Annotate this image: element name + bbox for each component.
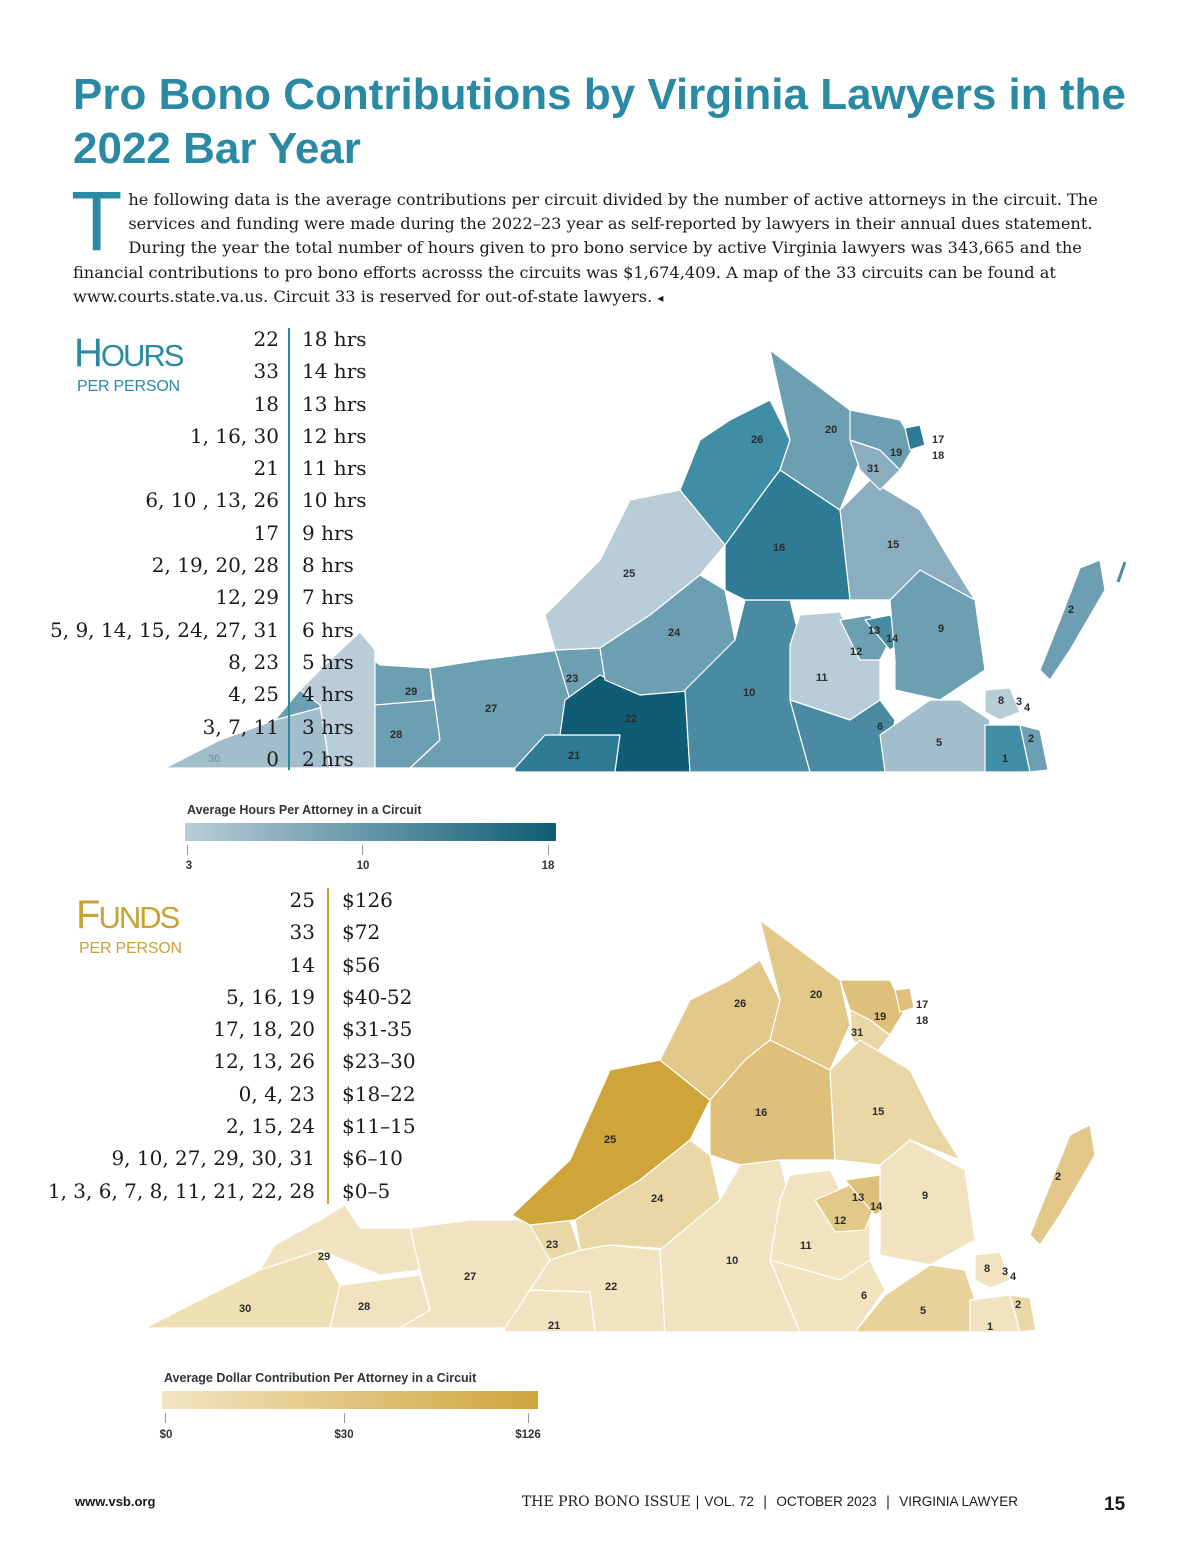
page-number: 15 xyxy=(1104,1494,1126,1515)
hours-heading-subtitle: PER PERSON xyxy=(77,378,180,395)
funds-legend-row: 9, 10, 27, 29, 30, 31 $6–10 xyxy=(111,1146,403,1171)
hours-scale-label: 18 xyxy=(541,860,555,872)
intro-text: he following data is the average contributions per circuit divided by the number of active attorneys in the circuit. The services and funding were made during the 2022–23 year as self-reported by lawyers in their annual dues statement. During the year the total number of hours given to pro bono service by active Virginia lawyers was 343,665 and the financial contributions to pro bono efforts acrosss the circuits was $1,674,409. A map of the 33 circuits can be found at www.courts.state.va.us. Circuit 33 is reserved for out-of-state lawyers. xyxy=(73,190,1098,306)
hours-circuit-label: 13 xyxy=(868,625,881,637)
funds-circuit-label: 2 xyxy=(1055,1171,1062,1183)
funds-scale-tick xyxy=(528,1413,529,1423)
hours-shore-island xyxy=(1118,562,1125,582)
hours-circuit-label: 10 xyxy=(743,687,756,699)
hours-heading-title: HOURS xyxy=(74,331,183,375)
funds-circuit-label: 27 xyxy=(464,1271,477,1283)
funds-scale-title: Average Dollar Contribution Per Attorney in a Circuit xyxy=(164,1371,477,1385)
funds-circuit-label: 22 xyxy=(605,1281,618,1293)
hours-circuit-label: 4 xyxy=(1024,702,1031,714)
hours-circuit-label: 19 xyxy=(890,447,903,459)
hours-legend-row: 17 9 hrs xyxy=(253,520,354,545)
footer-issue-line: THE PRO BONO ISSUE | VOL. 72 | OCTOBER 2023 | VIRGINIA LAWYER xyxy=(521,1494,1018,1510)
hours-scale-label: 3 xyxy=(185,860,193,872)
hours-legend-row: 18 13 hrs xyxy=(253,391,367,416)
funds-scale-bar xyxy=(162,1391,538,1409)
page-title xyxy=(73,68,1133,176)
funds-legend-row: 33 $72 xyxy=(289,920,381,945)
hours-legend-row: 4, 25 4 hrs xyxy=(228,682,354,707)
hours-legend-row: 33 14 hrs xyxy=(253,359,367,384)
funds-circuit-label: 9 xyxy=(922,1190,929,1202)
funds-heading-title: FUNDS xyxy=(76,893,179,937)
funds-heading-subtitle: PER PERSON xyxy=(79,940,182,957)
funds-circuit-label: 31 xyxy=(851,1027,864,1039)
hours-circuit-label: 15 xyxy=(887,539,900,551)
hours-circuit-label: 9 xyxy=(938,623,945,635)
hours-circuit-label: 31 xyxy=(867,463,880,475)
hours-circuit-label: 24 xyxy=(668,627,681,639)
funds-scale-tick xyxy=(165,1413,166,1423)
funds-circuit-label: 6 xyxy=(861,1290,868,1302)
funds-circuit-label: 16 xyxy=(755,1107,768,1119)
funds-circuit-label: 5 xyxy=(920,1305,927,1317)
funds-circuit-label: 26 xyxy=(734,998,747,1010)
hours-scale-tick xyxy=(362,845,363,855)
hours-circuit-label: 3 xyxy=(1016,696,1023,708)
hours-legend-row: 3, 7, 11 3 hrs xyxy=(202,714,354,739)
page-title-bold: Pro Bono Contributions xyxy=(73,70,572,119)
funds-circuit-label: 2 xyxy=(1015,1299,1022,1311)
funds-scale-tick xyxy=(344,1413,345,1423)
funds-circuit-label: 28 xyxy=(358,1301,371,1313)
hours-circuit-label: 8 xyxy=(998,695,1005,707)
funds-circuit-label: 29 xyxy=(318,1251,331,1263)
funds-legend-row: 0, 4, 23 $18–22 xyxy=(238,1081,416,1106)
funds-legend xyxy=(47,888,430,1211)
hours-circuit-label: 30 xyxy=(208,753,221,765)
funds-circuit-label: 23 xyxy=(546,1239,559,1251)
funds-circuit-label: 13 xyxy=(852,1192,865,1204)
hours-circuit-label: 18 xyxy=(932,450,945,462)
hours-circuit-label: 29 xyxy=(405,686,418,698)
funds-circuit-label: 20 xyxy=(810,989,823,1001)
hours-circuit-label: 2 xyxy=(1068,604,1075,616)
hours-circuit-label: 14 xyxy=(886,633,899,645)
hours-legend xyxy=(50,327,370,779)
funds-circuit-label: 15 xyxy=(872,1106,885,1118)
hours-circuit-label: 2 xyxy=(1028,733,1035,745)
hours-legend-row: 21 11 hrs xyxy=(253,456,367,481)
end-mark-icon: ◂ xyxy=(657,290,664,305)
hours-region-5 xyxy=(880,700,990,772)
hours-circuit-label: 27 xyxy=(485,703,498,715)
funds-legend-divider xyxy=(327,888,329,1204)
funds-circuit-label: 25 xyxy=(604,1134,617,1146)
hours-legend-row: 6, 10 , 13, 26 10 hrs xyxy=(145,488,367,513)
funds-circuit-label: 18 xyxy=(916,1015,929,1027)
funds-circuit-label: 3 xyxy=(1002,1266,1009,1278)
footer-vol: VOL. 72 xyxy=(704,1494,754,1509)
drop-cap: T xyxy=(71,174,123,268)
hours-circuit-label: 20 xyxy=(825,424,838,436)
hours-circuit-label: 21 xyxy=(568,750,581,762)
hours-legend-row: 8, 23 5 hrs xyxy=(228,649,354,674)
funds-legend-row: 1, 3, 6, 7, 8, 11, 21, 22, 28 $0–5 xyxy=(47,1178,391,1203)
funds-scale-label: $126 xyxy=(515,1429,541,1441)
hours-circuit-label: 1 xyxy=(1002,753,1009,765)
hours-circuit-label: 23 xyxy=(566,673,579,685)
footer-magazine: VIRGINIA LAWYER xyxy=(899,1494,1018,1509)
hours-legend-divider xyxy=(288,328,290,770)
funds-circuit-label: 24 xyxy=(651,1193,664,1205)
funds-circuit-label: 19 xyxy=(874,1011,887,1023)
funds-circuit-label: 17 xyxy=(916,999,929,1011)
hours-circuit-label: 12 xyxy=(850,646,863,658)
funds-scale-label: $30 xyxy=(334,1429,354,1441)
funds-circuit-label: 8 xyxy=(984,1263,991,1275)
funds-circuit-label: 4 xyxy=(1010,1271,1017,1283)
hours-circuit-label: 11 xyxy=(816,672,828,684)
footer-issue: THE PRO BONO ISSUE xyxy=(521,1494,691,1510)
funds-circuit-label: 10 xyxy=(726,1255,739,1267)
hours-scale-tick xyxy=(548,845,549,855)
funds-circuit-label: 1 xyxy=(987,1321,994,1333)
funds-region-15 xyxy=(830,1040,960,1165)
funds-circuit-label: 11 xyxy=(800,1240,812,1252)
funds-circuit-label: 21 xyxy=(548,1320,561,1332)
hours-region-2-shore xyxy=(1040,560,1105,680)
hours-legend-row: 2, 19, 20, 28 8 hrs xyxy=(151,553,354,578)
funds-legend-row: 2, 15, 24 $11–15 xyxy=(225,1114,416,1139)
funds-legend-row: 17, 18, 20 $31-35 xyxy=(213,1017,413,1042)
funds-circuit-label: 12 xyxy=(834,1215,847,1227)
funds-circuit-label: 14 xyxy=(870,1201,883,1213)
intro-paragraph xyxy=(71,174,1133,310)
funds-legend-row: 12, 13, 26 $23–30 xyxy=(213,1049,416,1074)
hours-scale-title: Average Hours Per Attorney in a Circuit xyxy=(187,803,422,817)
funds-region-30 xyxy=(145,1245,340,1328)
funds-region-9 xyxy=(880,1140,975,1265)
funds-circuit-label: 30 xyxy=(239,1303,252,1315)
hours-circuit-label: 17 xyxy=(932,434,945,446)
funds-legend-row: 14 $56 xyxy=(289,952,381,977)
funds-legend-row: 25 $126 xyxy=(289,888,393,912)
hours-legend-row: 12, 29 7 hrs xyxy=(215,585,354,610)
hours-legend-row: 5, 9, 14, 15, 24, 27, 31 6 hrs xyxy=(50,617,354,642)
funds-scale-label: $0 xyxy=(159,1429,173,1441)
page-title-rest: by Virginia Lawyers in the 2022 Bar Year xyxy=(73,70,1126,173)
hours-circuit-label: 16 xyxy=(773,542,786,554)
hours-circuit-label: 22 xyxy=(625,713,638,725)
footer-date: OCTOBER 2023 xyxy=(776,1494,877,1509)
hours-circuit-label: 26 xyxy=(751,434,764,446)
hours-scale-label: 10 xyxy=(356,860,370,872)
hours-scale-tick xyxy=(187,845,188,855)
hours-circuit-label: 28 xyxy=(390,729,403,741)
funds-region-2-shore xyxy=(1030,1125,1095,1245)
hours-legend-row: 1, 16, 30 12 hrs xyxy=(189,423,367,448)
hours-circuit-label: 5 xyxy=(936,737,943,749)
hours-region-15 xyxy=(840,480,975,600)
hours-circuit-label: 25 xyxy=(623,568,636,580)
hours-circuit-label: 6 xyxy=(877,721,884,733)
hours-legend-row: 0 2 hrs xyxy=(266,746,354,771)
funds-legend-row: 5, 16, 19 $40-52 xyxy=(225,984,413,1009)
hours-legend-row: 22 18 hrs xyxy=(253,327,367,351)
footer-website: www.vsb.org xyxy=(75,1494,156,1509)
hours-region-9 xyxy=(890,570,985,700)
hours-scale-bar xyxy=(185,823,556,841)
